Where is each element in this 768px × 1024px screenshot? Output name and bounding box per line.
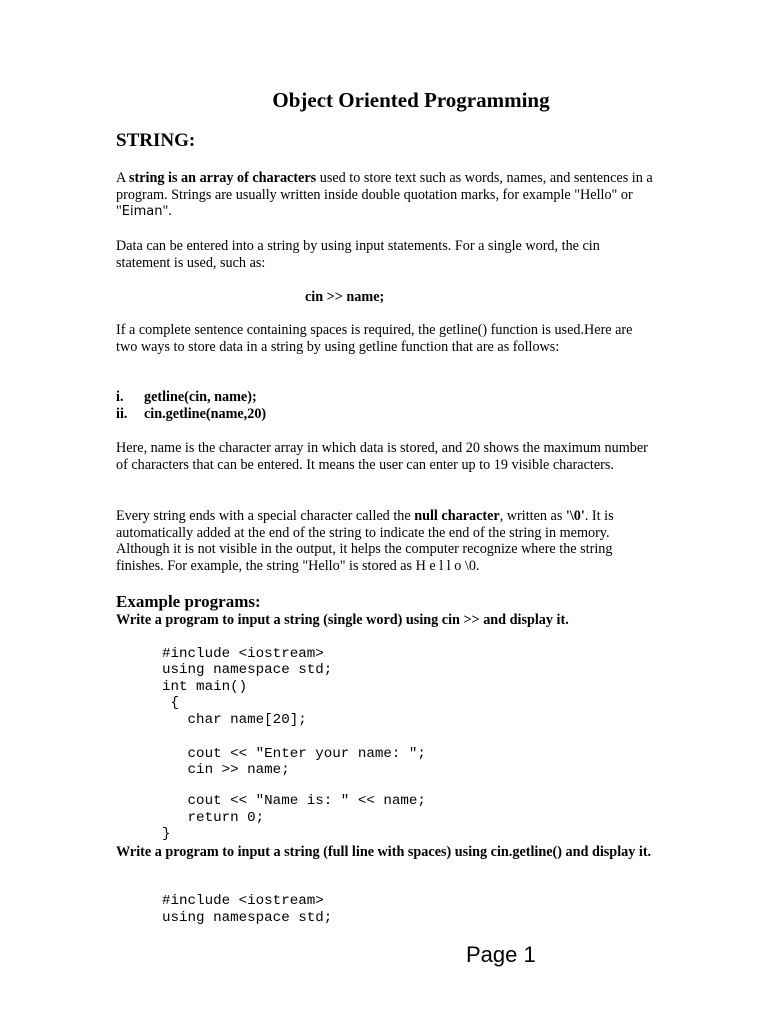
- task-2: Write a program to input a string (full line with spaces) using cin.getline() and display it.: [116, 844, 652, 860]
- list-number: ii.: [116, 406, 128, 422]
- para1-lead: A: [116, 170, 130, 186]
- list-text: getline(cin, name);: [144, 389, 257, 405]
- examples-heading: Example programs:: [116, 592, 261, 611]
- para1-rest: used to store text such as words, names, and sentences in a program. Strings are usually written inside double quotation marks, for example "Hello" or ": [116, 170, 653, 220]
- code-line: #include <iostream>: [162, 893, 324, 909]
- paragraph-name-explanation: Here, name is the character array in which data is stored, and 20 shows the maximum number of characters that can be entered. It means the user can enter up to 19 visible characters.: [116, 440, 648, 473]
- list-text: cin.getline(name,20): [144, 406, 267, 422]
- list-item: [116, 406, 266, 423]
- para5-rest: . It is automatically added at the end of the string to indicate the end of the string in memory. Although it is not visible in the output, it helps the computer recognize where the string finishes. For example, the string "Hello" is stored as H e l l o \0.: [116, 508, 614, 574]
- paragraph-null-character: [116, 508, 656, 574]
- para5-mid: , written as: [499, 508, 566, 524]
- code-line: int main(): [162, 679, 248, 695]
- paragraph-getline: If a complete sentence containing spaces is required, the getline() function is used.Here are two ways to store data in a string by using getline function that are as follows:: [116, 322, 633, 355]
- list-item: [116, 389, 266, 406]
- code-line: using namespace std;: [162, 910, 333, 926]
- para1-end: ".: [162, 203, 172, 220]
- section-heading-string: STRING:: [116, 130, 196, 151]
- code-line: cin >> name;: [162, 762, 290, 778]
- code-line: using namespace std;: [162, 662, 333, 678]
- code-line: char name[20];: [162, 712, 307, 728]
- code-line: cout << "Name is: " << name;: [162, 793, 426, 809]
- paragraph-string-definition: [116, 170, 656, 221]
- document-title: Object Oriented Programming: [272, 88, 550, 112]
- code-line: return 0;: [162, 810, 265, 826]
- page-number: Page 1: [466, 942, 536, 967]
- paragraph-input-statements: Data can be entered into a string by using input statements. For a single word, the cin statement is used, such as:: [116, 238, 600, 271]
- code-line: cout << "Enter your name: ";: [162, 746, 426, 762]
- code-line: {: [162, 695, 180, 711]
- getline-methods-list: [116, 389, 266, 423]
- para1-mono: Eiman: [121, 204, 163, 220]
- para5-bold-null: null character: [414, 508, 500, 524]
- code-line: }: [162, 826, 171, 842]
- task-1: Write a program to input a string (single word) using cin >> and display it.: [116, 612, 569, 628]
- code-line: #include <iostream>: [162, 646, 324, 662]
- list-number: i.: [116, 389, 124, 405]
- cin-statement: cin >> name;: [305, 289, 385, 305]
- para5-bold-escape: '\0': [565, 508, 585, 524]
- para5-lead: Every string ends with a special character called the: [116, 508, 415, 524]
- para1-bold: string is an array of characters: [129, 170, 317, 186]
